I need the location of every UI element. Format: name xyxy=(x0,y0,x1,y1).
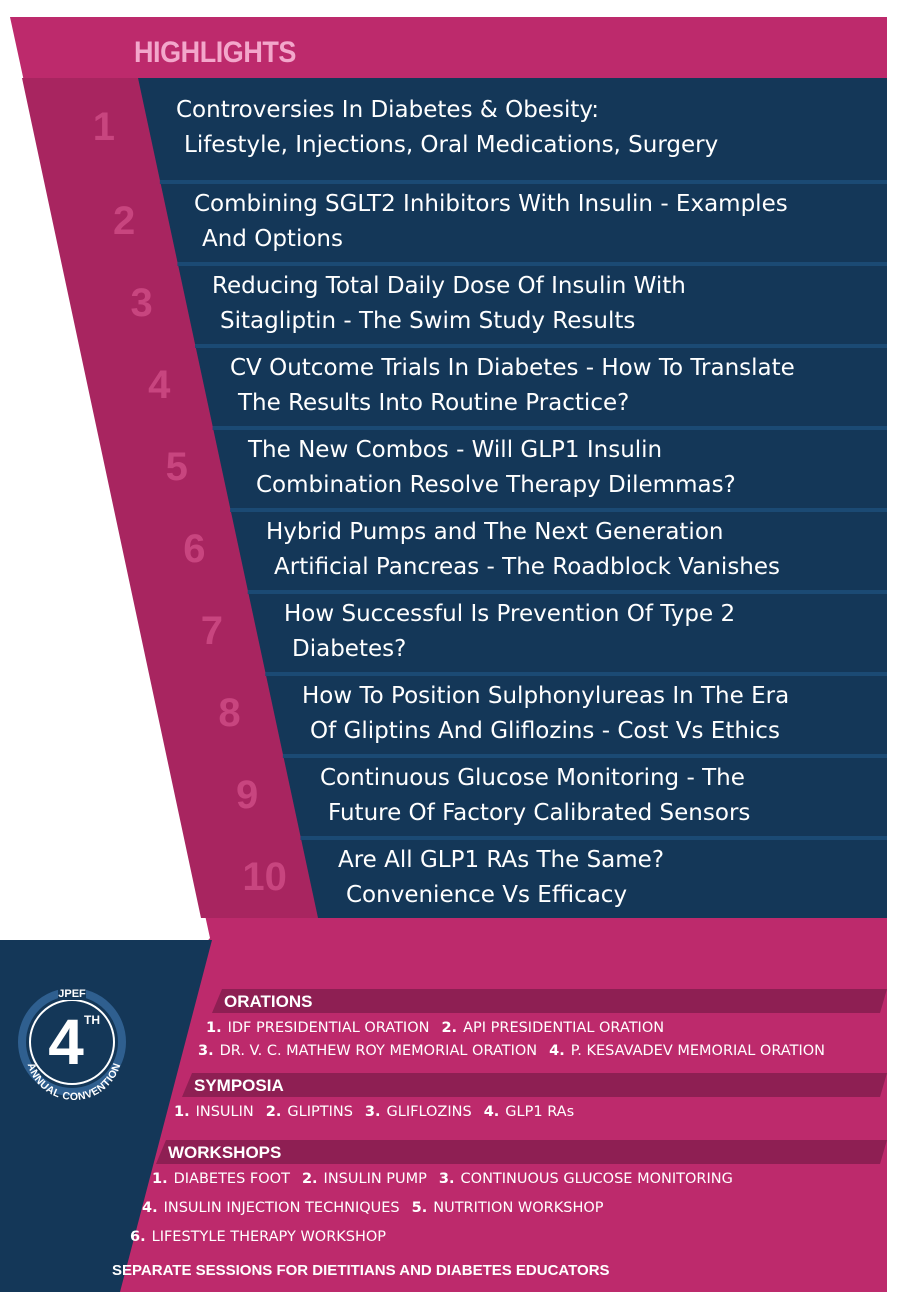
symposia-heading: SYMPOSIA xyxy=(194,1076,284,1095)
item-number: 4. xyxy=(483,1104,500,1120)
highlight-row-separator xyxy=(248,590,887,594)
item-number: 3. xyxy=(438,1171,455,1187)
item-label: GLIPTINS xyxy=(287,1104,353,1120)
item-label: INSULIN xyxy=(195,1104,254,1120)
highlight-number: 10 xyxy=(242,855,287,899)
item-number: 3. xyxy=(198,1043,214,1059)
highlight-line-1: How Successful Is Prevention Of Type 2 xyxy=(284,601,736,627)
highlight-text xyxy=(320,761,750,831)
item-label: DIABETES FOOT xyxy=(173,1171,290,1187)
workshops-heading: WORKSHOPS xyxy=(168,1143,282,1162)
highlight-line-1: Hybrid Pumps and The Next Generation xyxy=(266,519,724,545)
highlight-line-1: Combining SGLT2 Inhibitors With Insulin - Examples xyxy=(194,191,788,217)
workshops-row-2 xyxy=(142,1200,616,1216)
highlight-number: 7 xyxy=(200,609,224,653)
highlight-text xyxy=(302,679,789,749)
item-number: 1. xyxy=(206,1020,222,1036)
item-number: 2. xyxy=(441,1020,458,1036)
highlight-text xyxy=(176,93,718,163)
highlight-line-2: Diabetes? xyxy=(292,636,407,662)
highlight-line-2: Convenience Vs Efficacy xyxy=(346,882,628,908)
highlight-number: 6 xyxy=(183,527,206,571)
logo-caption: ANNUAL CONVENTION xyxy=(24,1061,124,1100)
workshops-row-1 xyxy=(152,1171,745,1187)
highlights-title: HIGHLIGHTS xyxy=(134,36,296,69)
highlight-number: 2 xyxy=(112,199,136,243)
workshops-row-3 xyxy=(130,1229,398,1245)
item-number: 4. xyxy=(142,1200,158,1216)
item-number: 1. xyxy=(174,1104,190,1120)
item-label: GLP1 RAs xyxy=(505,1104,575,1120)
item-label: INSULIN INJECTION TECHNIQUES xyxy=(163,1200,400,1216)
highlight-row-separator xyxy=(230,508,887,512)
highlight-number: 3 xyxy=(130,281,153,325)
highlight-text xyxy=(338,843,664,913)
highlight-line-2: Future Of Factory Calibrated Sensors xyxy=(328,800,751,826)
item-label: API PRESIDENTIAL ORATION xyxy=(463,1020,665,1036)
orations-heading: ORATIONS xyxy=(224,992,313,1011)
highlight-line-1: How To Position Sulphonylureas In The Era xyxy=(302,683,790,709)
item-label: LIFESTYLE THERAPY WORKSHOP xyxy=(151,1229,387,1245)
highlight-line-1: CV Outcome Trials In Diabetes - How To Translate xyxy=(230,355,795,381)
highlight-row-separator xyxy=(283,754,887,758)
item-number: 2. xyxy=(301,1171,318,1187)
highlight-row-separator xyxy=(265,672,887,676)
highlight-line-2: Artificial Pancreas - The Roadblock Vanishes xyxy=(274,554,781,580)
highlight-row-separator xyxy=(213,426,887,430)
orations-bar xyxy=(212,989,887,1013)
highlight-line-2: Of Gliptins And Gliflozins - Cost Vs Ethics xyxy=(310,718,780,744)
item-number: 2. xyxy=(265,1104,282,1120)
logo-suffix: TH xyxy=(84,1013,100,1027)
item-label: IDF PRESIDENTIAL ORATION xyxy=(227,1020,430,1036)
item-number: 6. xyxy=(130,1229,146,1245)
highlight-row-separator xyxy=(195,344,887,348)
highlight-line-2: And Options xyxy=(202,226,343,252)
highlight-number: 5 xyxy=(165,445,188,489)
logo-number: 4 xyxy=(48,1006,84,1078)
highlight-line-1: The New Combos - Will GLP1 Insulin xyxy=(248,437,663,463)
item-label: GLIFLOZINS xyxy=(386,1104,472,1120)
item-number: 5. xyxy=(411,1200,428,1216)
highlight-number: 9 xyxy=(235,773,259,817)
highlight-text xyxy=(212,269,686,339)
highlight-line-2: The Results Into Routine Practice? xyxy=(238,390,630,416)
orations-row-2 xyxy=(198,1043,837,1059)
footer-note: SEPARATE SESSIONS FOR DIETITIANS AND DIABETES EDUCATORS xyxy=(112,1262,610,1279)
highlight-row-separator xyxy=(300,836,887,840)
item-label: DR. V. C. MATHEW ROY MEMORIAL ORATION xyxy=(219,1043,538,1059)
highlight-line-1: Reducing Total Daily Dose Of Insulin With xyxy=(212,273,686,299)
highlight-text xyxy=(248,433,736,503)
highlight-line-2: Sitagliptin - The Swim Study Results xyxy=(220,308,636,334)
highlight-line-1: Are All GLP1 RAs The Same? xyxy=(338,847,665,873)
highlight-line-1: Controversies In Diabetes & Obesity: xyxy=(176,97,600,123)
highlight-line-2: Combination Resolve Therapy Dilemmas? xyxy=(256,472,736,498)
orations-row-1 xyxy=(206,1020,676,1036)
highlight-line-1: Continuous Glucose Monitoring - The xyxy=(320,765,745,791)
symposia-bar xyxy=(182,1073,887,1097)
convention-logo-icon xyxy=(14,984,130,1100)
highlight-text xyxy=(194,187,788,257)
item-label: NUTRITION WORKSHOP xyxy=(433,1200,604,1216)
logo-org: JPEF xyxy=(58,988,86,1000)
item-number: 3. xyxy=(364,1104,381,1120)
highlight-row-separator xyxy=(177,262,887,266)
highlight-row-separator xyxy=(160,180,887,184)
highlight-number: 1 xyxy=(92,105,116,149)
highlight-line-2: Lifestyle, Injections, Oral Medications, Surgery xyxy=(184,132,719,158)
item-label: P. KESAVADEV MEMORIAL ORATION xyxy=(570,1043,825,1059)
highlight-number: 4 xyxy=(148,363,171,407)
item-label: CONTINUOUS GLUCOSE MONITORING xyxy=(460,1171,733,1187)
highlight-text xyxy=(284,597,735,667)
item-label: INSULIN PUMP xyxy=(323,1171,427,1187)
highlight-text xyxy=(230,351,795,421)
highlight-text xyxy=(266,515,780,585)
item-number: 1. xyxy=(152,1171,168,1187)
highlight-number: 8 xyxy=(218,691,241,735)
symposia-row-1 xyxy=(174,1104,586,1120)
item-number: 4. xyxy=(549,1043,565,1059)
